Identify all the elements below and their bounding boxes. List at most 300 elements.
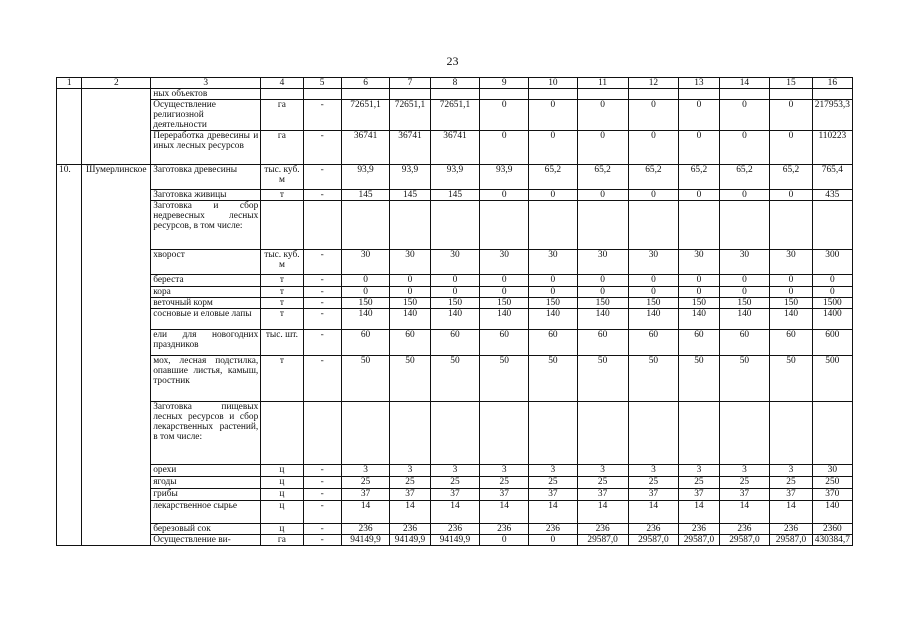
value-cell: 150 — [770, 298, 812, 309]
value-cell: 145 — [390, 190, 430, 201]
table-row — [57, 250, 853, 275]
value-cell: 30 — [390, 250, 430, 275]
value-cell: 140 — [628, 309, 679, 330]
col5-cell — [303, 89, 341, 100]
value-cell: 150 — [529, 298, 578, 309]
value-cell: 150 — [341, 298, 390, 309]
value-cell — [430, 201, 480, 250]
row-number-cell: 10. — [57, 165, 82, 546]
value-cell: 0 — [577, 275, 628, 287]
value-cell: 60 — [770, 330, 812, 356]
value-cell: 65,2 — [529, 165, 578, 190]
value-cell: 14 — [577, 501, 628, 524]
value-cell: 65,2 — [719, 165, 770, 190]
value-cell: 3 — [628, 465, 679, 477]
value-cell: 0 — [577, 190, 628, 201]
table-row — [57, 356, 853, 402]
activity-name-cell: лекарственное сырье — [151, 501, 261, 524]
value-cell: 37 — [679, 489, 719, 501]
activity-name-cell: Заготовка пищевых лесных ресурсов и сбор лекарственных растений, в том числе: — [151, 402, 261, 465]
value-cell: 94149,9 — [430, 535, 480, 546]
header-cell: 5 — [303, 78, 341, 89]
header-cell: 2 — [82, 78, 151, 89]
value-cell: 50 — [341, 356, 390, 402]
value-cell: 14 — [341, 501, 390, 524]
unit-cell — [261, 89, 303, 100]
header-cell: 3 — [151, 78, 261, 89]
value-cell: 0 — [679, 275, 719, 287]
table-row — [57, 201, 853, 250]
header-cell: 6 — [341, 78, 390, 89]
col5-cell: - — [303, 250, 341, 275]
value-cell: 0 — [430, 287, 480, 298]
activity-name-cell: береста — [151, 275, 261, 287]
header-cell: 13 — [679, 78, 719, 89]
value-cell: 0 — [529, 275, 578, 287]
value-cell: 3 — [719, 465, 770, 477]
table-row — [57, 489, 853, 501]
value-cell: 29587,0 — [719, 535, 770, 546]
value-cell — [628, 89, 679, 100]
value-cell — [770, 89, 812, 100]
value-cell: 14 — [529, 501, 578, 524]
value-cell: 37 — [430, 489, 480, 501]
value-cell — [577, 201, 628, 250]
activity-name-cell: ягоды — [151, 477, 261, 489]
activity-name-cell: хворост — [151, 250, 261, 275]
table-row — [57, 275, 853, 287]
unit-cell: тыс. шт. — [261, 330, 303, 356]
header-cell: 15 — [770, 78, 812, 89]
activity-name-cell: ных объектов — [151, 89, 261, 100]
value-cell: 0 — [770, 190, 812, 201]
table-row — [57, 477, 853, 489]
activity-name-cell: грибы — [151, 489, 261, 501]
value-cell: 14 — [390, 501, 430, 524]
value-cell: 0 — [628, 131, 679, 165]
value-cell: 0 — [529, 287, 578, 298]
unit-cell: га — [261, 535, 303, 546]
table-row — [57, 501, 853, 524]
value-cell: 0 — [341, 275, 390, 287]
value-cell: 150 — [480, 298, 529, 309]
value-cell: 370 — [812, 489, 852, 501]
table-row — [57, 165, 853, 190]
value-cell: 14 — [679, 501, 719, 524]
value-cell: 50 — [430, 356, 480, 402]
value-cell: 0 — [430, 275, 480, 287]
col5-cell: - — [303, 330, 341, 356]
value-cell: 72651,1 — [390, 100, 430, 131]
value-cell: 0 — [679, 287, 719, 298]
value-cell: 30 — [480, 250, 529, 275]
unit-cell: т — [261, 275, 303, 287]
value-cell: 14 — [719, 501, 770, 524]
header-cell: 10 — [529, 78, 578, 89]
value-cell: 29587,0 — [770, 535, 812, 546]
value-cell: 30 — [628, 250, 679, 275]
value-cell: 3 — [480, 465, 529, 477]
value-cell: 60 — [480, 330, 529, 356]
activity-name-cell: Осуществление религиозной деятельности — [151, 100, 261, 131]
value-cell: 0 — [390, 287, 430, 298]
value-cell: 236 — [577, 524, 628, 535]
value-cell: 50 — [577, 356, 628, 402]
value-cell: 60 — [390, 330, 430, 356]
unit-cell: ц — [261, 489, 303, 501]
value-cell: 236 — [480, 524, 529, 535]
value-cell: 150 — [719, 298, 770, 309]
col5-cell: - — [303, 524, 341, 535]
value-cell — [719, 89, 770, 100]
table-row — [57, 402, 853, 465]
value-cell: 60 — [430, 330, 480, 356]
value-cell: 0 — [770, 131, 812, 165]
value-cell: 0 — [529, 535, 578, 546]
col5-cell: - — [303, 131, 341, 165]
header-cell: 11 — [577, 78, 628, 89]
activity-name-cell: орехи — [151, 465, 261, 477]
value-cell: 0 — [480, 190, 529, 201]
value-cell: 0 — [480, 275, 529, 287]
value-cell: 36741 — [430, 131, 480, 165]
value-cell: 25 — [430, 477, 480, 489]
value-cell: 29587,0 — [577, 535, 628, 546]
value-cell: 0 — [577, 131, 628, 165]
activity-name-cell: Заготовка древесины — [151, 165, 261, 190]
value-cell: 765,4 — [812, 165, 852, 190]
value-cell — [430, 402, 480, 465]
value-cell: 29587,0 — [679, 535, 719, 546]
value-cell: 37 — [341, 489, 390, 501]
value-cell: 0 — [628, 287, 679, 298]
value-cell: 600 — [812, 330, 852, 356]
value-cell: 236 — [341, 524, 390, 535]
value-cell — [679, 89, 719, 100]
value-cell — [719, 402, 770, 465]
value-cell: 435 — [812, 190, 852, 201]
value-cell: 140 — [812, 501, 852, 524]
value-cell — [390, 89, 430, 100]
value-cell: 236 — [430, 524, 480, 535]
value-cell: 25 — [770, 477, 812, 489]
value-cell: 3 — [679, 465, 719, 477]
unit-cell — [261, 402, 303, 465]
value-cell: 50 — [679, 356, 719, 402]
value-cell: 140 — [430, 309, 480, 330]
value-cell: 36741 — [390, 131, 430, 165]
unit-cell: т — [261, 287, 303, 298]
activity-name-cell: ели для новогодних праздников — [151, 330, 261, 356]
header-cell: 7 — [390, 78, 430, 89]
header-cell: 9 — [480, 78, 529, 89]
value-cell: 0 — [770, 275, 812, 287]
value-cell: 300 — [812, 250, 852, 275]
value-cell: 65,2 — [628, 165, 679, 190]
value-cell: 236 — [529, 524, 578, 535]
value-cell: 60 — [628, 330, 679, 356]
value-cell — [529, 89, 578, 100]
value-cell: 93,9 — [430, 165, 480, 190]
value-cell: 0 — [770, 287, 812, 298]
unit-cell: т — [261, 298, 303, 309]
value-cell: 50 — [770, 356, 812, 402]
value-cell: 250 — [812, 477, 852, 489]
activity-name-cell: Заготовка и сбор недревесных лесных ресурсов, в том числе: — [151, 201, 261, 250]
value-cell — [529, 402, 578, 465]
value-cell: 65,2 — [679, 165, 719, 190]
value-cell — [480, 89, 529, 100]
header-cell: 1 — [57, 78, 82, 89]
value-cell: 30 — [341, 250, 390, 275]
value-cell — [628, 201, 679, 250]
value-cell: 150 — [577, 298, 628, 309]
unit-cell: тыс. куб. м — [261, 250, 303, 275]
activity-name-cell: березовый сок — [151, 524, 261, 535]
value-cell — [390, 402, 430, 465]
value-cell — [529, 201, 578, 250]
value-cell: 0 — [529, 100, 578, 131]
value-cell: 0 — [719, 287, 770, 298]
value-cell: 50 — [719, 356, 770, 402]
value-cell: 140 — [390, 309, 430, 330]
col5-cell: - — [303, 309, 341, 330]
activity-name-cell: сосновые и еловые лапы — [151, 309, 261, 330]
value-cell — [341, 201, 390, 250]
table-row — [57, 190, 853, 201]
activity-name-cell: кора — [151, 287, 261, 298]
activity-name-cell: Переработка древесины и иных лесных ресурсов — [151, 131, 261, 165]
value-cell: 3 — [430, 465, 480, 477]
value-cell: 0 — [628, 100, 679, 131]
unit-cell — [261, 201, 303, 250]
value-cell — [390, 201, 430, 250]
value-cell: 72651,1 — [430, 100, 480, 131]
col5-cell: - — [303, 100, 341, 131]
value-cell: 0 — [341, 287, 390, 298]
value-cell: 145 — [341, 190, 390, 201]
value-cell: 37 — [719, 489, 770, 501]
value-cell: 236 — [770, 524, 812, 535]
value-cell: 0 — [679, 100, 719, 131]
region-cell: Шумерлинское — [82, 165, 151, 546]
value-cell: 60 — [529, 330, 578, 356]
col5-cell — [303, 201, 341, 250]
header-cell: 12 — [628, 78, 679, 89]
value-cell: 94149,9 — [341, 535, 390, 546]
value-cell: 14 — [430, 501, 480, 524]
table-row — [57, 89, 853, 100]
col5-cell: - — [303, 535, 341, 546]
table-row — [57, 309, 853, 330]
value-cell: 50 — [628, 356, 679, 402]
value-cell: 2360 — [812, 524, 852, 535]
value-cell: 0 — [719, 190, 770, 201]
table-row — [57, 131, 853, 165]
value-cell: 25 — [480, 477, 529, 489]
value-cell: 25 — [577, 477, 628, 489]
value-cell: 14 — [770, 501, 812, 524]
value-cell: 0 — [719, 131, 770, 165]
activity-name-cell: веточный корм — [151, 298, 261, 309]
value-cell: 3 — [770, 465, 812, 477]
value-cell: 0 — [628, 190, 679, 201]
value-cell: 65,2 — [770, 165, 812, 190]
value-cell: 0 — [812, 275, 852, 287]
value-cell: 25 — [628, 477, 679, 489]
header-cell: 4 — [261, 78, 303, 89]
value-cell: 25 — [719, 477, 770, 489]
value-cell: 0 — [480, 131, 529, 165]
value-cell: 140 — [770, 309, 812, 330]
col5-cell: - — [303, 465, 341, 477]
value-cell: 37 — [529, 489, 578, 501]
table-row — [57, 287, 853, 298]
col5-cell: - — [303, 165, 341, 190]
value-cell: 430384,7 — [812, 535, 852, 546]
col5-cell: - — [303, 477, 341, 489]
value-cell: 0 — [529, 131, 578, 165]
value-cell: 145 — [430, 190, 480, 201]
value-cell: 30 — [770, 250, 812, 275]
col5-cell: - — [303, 501, 341, 524]
value-cell — [812, 201, 852, 250]
table-row — [57, 465, 853, 477]
value-cell: 0 — [770, 100, 812, 131]
value-cell: 60 — [577, 330, 628, 356]
value-cell: 0 — [719, 100, 770, 131]
col5-cell: - — [303, 190, 341, 201]
value-cell: 93,9 — [480, 165, 529, 190]
value-cell — [770, 402, 812, 465]
unit-cell: ц — [261, 501, 303, 524]
value-cell: 0 — [577, 287, 628, 298]
value-cell: 50 — [390, 356, 430, 402]
value-cell: 93,9 — [341, 165, 390, 190]
value-cell — [341, 89, 390, 100]
value-cell: 25 — [679, 477, 719, 489]
value-cell: 140 — [577, 309, 628, 330]
value-cell: 93,9 — [390, 165, 430, 190]
value-cell: 110223 — [812, 131, 852, 165]
value-cell: 0 — [480, 100, 529, 131]
value-cell: 3 — [390, 465, 430, 477]
value-cell — [719, 201, 770, 250]
value-cell: 25 — [341, 477, 390, 489]
value-cell: 50 — [480, 356, 529, 402]
value-cell — [430, 89, 480, 100]
value-cell: 94149,9 — [390, 535, 430, 546]
value-cell — [628, 402, 679, 465]
value-cell: 140 — [679, 309, 719, 330]
activity-name-cell: Заготовка живицы — [151, 190, 261, 201]
unit-cell: ц — [261, 477, 303, 489]
value-cell — [679, 402, 719, 465]
col5-cell — [303, 402, 341, 465]
value-cell — [480, 201, 529, 250]
unit-cell: т — [261, 190, 303, 201]
value-cell: 3 — [529, 465, 578, 477]
value-cell: 1500 — [812, 298, 852, 309]
value-cell: 0 — [390, 275, 430, 287]
value-cell: 14 — [480, 501, 529, 524]
value-cell: 150 — [390, 298, 430, 309]
region-cell — [82, 89, 151, 165]
value-cell: 37 — [770, 489, 812, 501]
table-row — [57, 535, 853, 546]
value-cell: 0 — [812, 287, 852, 298]
value-cell: 150 — [628, 298, 679, 309]
value-cell: 1400 — [812, 309, 852, 330]
value-cell: 0 — [529, 190, 578, 201]
value-cell — [577, 89, 628, 100]
value-cell: 30 — [430, 250, 480, 275]
value-cell — [341, 402, 390, 465]
table-row — [57, 330, 853, 356]
activity-name-cell: мох, лесная подстилка, опавшие листья, камыш, тростник — [151, 356, 261, 402]
value-cell: 65,2 — [577, 165, 628, 190]
value-cell: 140 — [719, 309, 770, 330]
unit-cell: га — [261, 100, 303, 131]
unit-cell: т — [261, 356, 303, 402]
value-cell: 3 — [577, 465, 628, 477]
value-cell: 30 — [577, 250, 628, 275]
header-row — [57, 78, 853, 89]
header-cell: 16 — [812, 78, 852, 89]
value-cell: 60 — [719, 330, 770, 356]
value-cell: 140 — [341, 309, 390, 330]
unit-cell: ц — [261, 524, 303, 535]
value-cell: 25 — [390, 477, 430, 489]
col5-cell: - — [303, 298, 341, 309]
table-row — [57, 100, 853, 131]
value-cell: 25 — [529, 477, 578, 489]
value-cell: 30 — [719, 250, 770, 275]
value-cell: 37 — [480, 489, 529, 501]
value-cell: 236 — [679, 524, 719, 535]
table-row — [57, 298, 853, 309]
value-cell: 30 — [679, 250, 719, 275]
forest-use-table — [56, 77, 853, 546]
value-cell — [679, 201, 719, 250]
value-cell — [480, 402, 529, 465]
value-cell: 29587,0 — [628, 535, 679, 546]
value-cell: 3 — [341, 465, 390, 477]
header-cell: 8 — [430, 78, 480, 89]
page-number: 23 — [446, 54, 459, 68]
value-cell: 0 — [577, 100, 628, 131]
col5-cell: - — [303, 489, 341, 501]
unit-cell: т — [261, 309, 303, 330]
value-cell: 150 — [430, 298, 480, 309]
header-cell: 14 — [719, 78, 770, 89]
col5-cell: - — [303, 275, 341, 287]
value-cell: 236 — [390, 524, 430, 535]
value-cell: 236 — [719, 524, 770, 535]
value-cell: 30 — [812, 465, 852, 477]
value-cell — [770, 201, 812, 250]
unit-cell: тыс. куб. м — [261, 165, 303, 190]
value-cell: 140 — [529, 309, 578, 330]
value-cell: 36741 — [341, 131, 390, 165]
value-cell: 60 — [341, 330, 390, 356]
value-cell: 0 — [719, 275, 770, 287]
value-cell: 14 — [628, 501, 679, 524]
activity-name-cell: Осуществление ви- — [151, 535, 261, 546]
value-cell: 60 — [679, 330, 719, 356]
table-row — [57, 524, 853, 535]
value-cell: 140 — [480, 309, 529, 330]
